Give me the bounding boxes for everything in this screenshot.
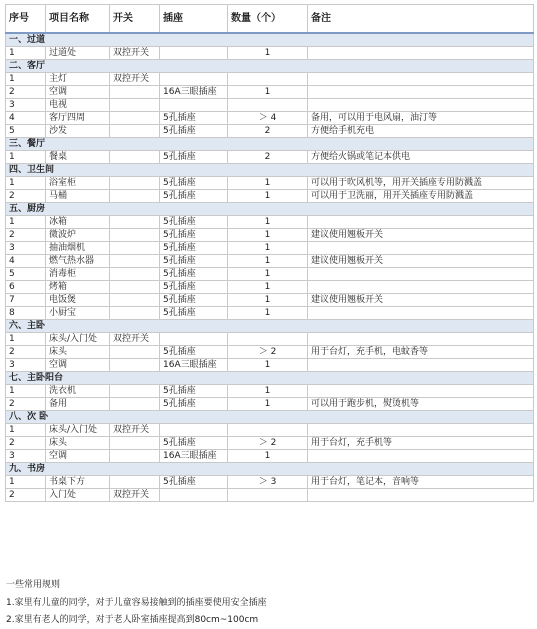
cell-remark bbox=[308, 307, 534, 320]
cell-switch bbox=[110, 307, 160, 320]
cell-remark bbox=[308, 99, 534, 112]
table-row bbox=[6, 177, 534, 190]
cell-switch bbox=[110, 385, 160, 398]
section-title: 六、主卧 bbox=[6, 320, 534, 333]
cell-quantity: 1 bbox=[228, 307, 308, 320]
cell-remark bbox=[308, 216, 534, 229]
table-row bbox=[6, 86, 534, 99]
cell-switch bbox=[110, 268, 160, 281]
cell-index: 4 bbox=[6, 112, 46, 125]
header-row bbox=[6, 5, 534, 34]
section-row bbox=[6, 203, 534, 216]
cell-index: 2 bbox=[6, 437, 46, 450]
cell-switch bbox=[110, 99, 160, 112]
cell-switch bbox=[110, 190, 160, 203]
table-row bbox=[6, 346, 534, 359]
cell-remark: 建议使用翘板开关 bbox=[308, 255, 534, 268]
cell-quantity: 1 bbox=[228, 398, 308, 411]
cell-item: 燃气热水器 bbox=[46, 255, 110, 268]
section-row bbox=[6, 164, 534, 177]
cell-remark bbox=[308, 47, 534, 60]
cell-item: 空调 bbox=[46, 359, 110, 372]
header-cell-remark: 备注 bbox=[308, 5, 534, 34]
cell-index: 6 bbox=[6, 281, 46, 294]
header-cell-socket: 插座 bbox=[160, 5, 228, 34]
section-row bbox=[6, 411, 534, 424]
cell-quantity: 1 bbox=[228, 86, 308, 99]
cell-item: 电视 bbox=[46, 99, 110, 112]
cell-quantity: 1 bbox=[228, 294, 308, 307]
section-title: 八、次 卧 bbox=[6, 411, 534, 424]
cell-index: 1 bbox=[6, 151, 46, 164]
table-row bbox=[6, 125, 534, 138]
cell-socket bbox=[160, 424, 228, 437]
cell-socket: 5孔插座 bbox=[160, 177, 228, 190]
section-title: 三、餐厅 bbox=[6, 138, 534, 151]
cell-item: 入门处 bbox=[46, 489, 110, 502]
cell-socket: 5孔插座 bbox=[160, 307, 228, 320]
cell-switch bbox=[110, 359, 160, 372]
table-row bbox=[6, 268, 534, 281]
cell-socket bbox=[160, 73, 228, 86]
cell-switch bbox=[110, 476, 160, 489]
cell-socket: 5孔插座 bbox=[160, 112, 228, 125]
section-row bbox=[6, 320, 534, 333]
cell-remark: 用于台灯，充手机，电蚊香等 bbox=[308, 346, 534, 359]
notes-line-2: 2.家里有老人的同学，对于老人卧室插座提高到80cm~100cm bbox=[6, 615, 259, 625]
cell-quantity: 1 bbox=[228, 190, 308, 203]
cell-switch: 双控开关 bbox=[110, 333, 160, 346]
cell-item: 空调 bbox=[46, 86, 110, 99]
cell-index: 4 bbox=[6, 255, 46, 268]
cell-index: 2 bbox=[6, 398, 46, 411]
cell-switch: 双控开关 bbox=[110, 489, 160, 502]
table-row bbox=[6, 385, 534, 398]
cell-item: 微波炉 bbox=[46, 229, 110, 242]
cell-socket: 5孔插座 bbox=[160, 242, 228, 255]
cell-remark bbox=[308, 424, 534, 437]
cell-switch bbox=[110, 437, 160, 450]
cell-index: 2 bbox=[6, 229, 46, 242]
cell-socket: 5孔插座 bbox=[160, 229, 228, 242]
section-row bbox=[6, 372, 534, 385]
cell-index: 3 bbox=[6, 450, 46, 463]
cell-item: 抽油烟机 bbox=[46, 242, 110, 255]
cell-quantity: 1 bbox=[228, 216, 308, 229]
cell-switch bbox=[110, 86, 160, 99]
table-row bbox=[6, 489, 534, 502]
section-row bbox=[6, 463, 534, 476]
header-cell-switch: 开关 bbox=[110, 5, 160, 34]
cell-switch bbox=[110, 255, 160, 268]
cell-socket: 5孔插座 bbox=[160, 216, 228, 229]
cell-quantity: 1 bbox=[228, 359, 308, 372]
cell-socket: 5孔插座 bbox=[160, 268, 228, 281]
cell-switch bbox=[110, 216, 160, 229]
cell-socket: 5孔插座 bbox=[160, 346, 228, 359]
cell-index: 1 bbox=[6, 333, 46, 346]
cell-item: 空调 bbox=[46, 450, 110, 463]
section-title: 七、主卧阳台 bbox=[6, 372, 534, 385]
cell-socket: 16A三眼插座 bbox=[160, 450, 228, 463]
cell-quantity bbox=[228, 333, 308, 346]
cell-socket: 5孔插座 bbox=[160, 294, 228, 307]
table-row bbox=[6, 216, 534, 229]
cell-remark bbox=[308, 242, 534, 255]
table-row bbox=[6, 190, 534, 203]
cell-item: 主灯 bbox=[46, 73, 110, 86]
cell-index: 1 bbox=[6, 177, 46, 190]
cell-socket: 5孔插座 bbox=[160, 255, 228, 268]
cell-switch bbox=[110, 281, 160, 294]
cell-socket: 5孔插座 bbox=[160, 281, 228, 294]
cell-socket: 5孔插座 bbox=[160, 385, 228, 398]
cell-remark bbox=[308, 450, 534, 463]
table-body bbox=[6, 5, 534, 502]
cell-socket: 5孔插座 bbox=[160, 190, 228, 203]
cell-switch bbox=[110, 398, 160, 411]
cell-quantity: 1 bbox=[228, 268, 308, 281]
cell-index: 1 bbox=[6, 476, 46, 489]
cell-remark: 方便给火锅或笔记本供电 bbox=[308, 151, 534, 164]
cell-item: 餐桌 bbox=[46, 151, 110, 164]
cell-index: 5 bbox=[6, 268, 46, 281]
cell-item: 小厨宝 bbox=[46, 307, 110, 320]
cell-item: 备用 bbox=[46, 398, 110, 411]
cell-remark: 用于台灯，笔记本，音响等 bbox=[308, 476, 534, 489]
header-cell-index: 序号 bbox=[6, 5, 46, 34]
table-row bbox=[6, 99, 534, 112]
cell-quantity bbox=[228, 424, 308, 437]
cell-index: 3 bbox=[6, 99, 46, 112]
cell-socket: 5孔插座 bbox=[160, 437, 228, 450]
table-row bbox=[6, 242, 534, 255]
cell-switch: 双控开关 bbox=[110, 47, 160, 60]
cell-remark: 方便给手机充电 bbox=[308, 125, 534, 138]
cell-quantity: 1 bbox=[228, 281, 308, 294]
cell-quantity: 1 bbox=[228, 385, 308, 398]
cell-switch: 双控开关 bbox=[110, 424, 160, 437]
cell-remark bbox=[308, 268, 534, 281]
cell-socket: 16A三眼插座 bbox=[160, 359, 228, 372]
cell-index: 3 bbox=[6, 242, 46, 255]
cell-socket: 5孔插座 bbox=[160, 398, 228, 411]
section-title: 五、厨房 bbox=[6, 203, 534, 216]
cell-socket bbox=[160, 489, 228, 502]
cell-switch: 双控开关 bbox=[110, 73, 160, 86]
cell-remark bbox=[308, 385, 534, 398]
cell-item: 客厅四周 bbox=[46, 112, 110, 125]
section-title: 二、客厅 bbox=[6, 60, 534, 73]
cell-switch bbox=[110, 177, 160, 190]
cell-item: 床头/入门处 bbox=[46, 424, 110, 437]
cell-remark bbox=[308, 73, 534, 86]
table-row bbox=[6, 112, 534, 125]
section-row bbox=[6, 138, 534, 151]
cell-socket bbox=[160, 47, 228, 60]
cell-quantity: 1 bbox=[228, 450, 308, 463]
cell-index: 1 bbox=[6, 47, 46, 60]
cell-remark bbox=[308, 281, 534, 294]
table-row bbox=[6, 437, 534, 450]
cell-socket: 5孔插座 bbox=[160, 125, 228, 138]
cell-index: 1 bbox=[6, 73, 46, 86]
notes-title: 一些常用规则 bbox=[6, 580, 61, 590]
cell-item: 浴室柜 bbox=[46, 177, 110, 190]
cell-remark: 可以用于吹风机等，用开关插座专用防溅盖 bbox=[308, 177, 534, 190]
cell-switch bbox=[110, 450, 160, 463]
cell-index: 2 bbox=[6, 346, 46, 359]
table-row bbox=[6, 151, 534, 164]
cell-switch bbox=[110, 294, 160, 307]
cell-switch bbox=[110, 229, 160, 242]
cell-index: 1 bbox=[6, 424, 46, 437]
cell-quantity: 1 bbox=[228, 47, 308, 60]
cell-switch bbox=[110, 242, 160, 255]
cell-item: 电饭煲 bbox=[46, 294, 110, 307]
cell-remark bbox=[308, 333, 534, 346]
section-row bbox=[6, 33, 534, 47]
cell-remark: 可以用于跑步机，熨烫机等 bbox=[308, 398, 534, 411]
header-cell-quantity: 数量（个） bbox=[228, 5, 308, 34]
cell-quantity: 1 bbox=[228, 177, 308, 190]
table-row bbox=[6, 73, 534, 86]
cell-index: 1 bbox=[6, 216, 46, 229]
cell-quantity: ＞ 2 bbox=[228, 346, 308, 359]
cell-item: 书桌下方 bbox=[46, 476, 110, 489]
cell-remark: 备用，可以用于电风扇，油汀等 bbox=[308, 112, 534, 125]
cell-socket: 16A三眼插座 bbox=[160, 86, 228, 99]
cell-item: 床头 bbox=[46, 437, 110, 450]
cell-switch bbox=[110, 112, 160, 125]
notes-line-1: 1.家里有儿童的同学，对于儿童容易接触到的插座要使用安全插座 bbox=[6, 598, 267, 608]
cell-index: 5 bbox=[6, 125, 46, 138]
cell-remark: 可以用于卫洗丽，用开关插座专用防溅盖 bbox=[308, 190, 534, 203]
cell-item: 马桶 bbox=[46, 190, 110, 203]
cell-remark: 建议使用翘板开关 bbox=[308, 294, 534, 307]
section-title: 四、卫生间 bbox=[6, 164, 534, 177]
cell-index: 7 bbox=[6, 294, 46, 307]
cell-index: 3 bbox=[6, 359, 46, 372]
table-row bbox=[6, 476, 534, 489]
section-title: 一、过道 bbox=[6, 33, 534, 47]
cell-remark bbox=[308, 86, 534, 99]
cell-index: 8 bbox=[6, 307, 46, 320]
wiring-table bbox=[5, 4, 534, 502]
table-row bbox=[6, 307, 534, 320]
cell-index: 1 bbox=[6, 385, 46, 398]
table-row bbox=[6, 450, 534, 463]
cell-quantity bbox=[228, 73, 308, 86]
cell-item: 冰箱 bbox=[46, 216, 110, 229]
cell-quantity: 1 bbox=[228, 255, 308, 268]
table-row bbox=[6, 398, 534, 411]
cell-item: 过道处 bbox=[46, 47, 110, 60]
cell-socket bbox=[160, 99, 228, 112]
table-row bbox=[6, 255, 534, 268]
cell-socket: 5孔插座 bbox=[160, 151, 228, 164]
cell-quantity: 2 bbox=[228, 125, 308, 138]
cell-remark: 建议使用翘板开关 bbox=[308, 229, 534, 242]
table-row bbox=[6, 281, 534, 294]
cell-switch bbox=[110, 125, 160, 138]
cell-quantity bbox=[228, 489, 308, 502]
cell-item: 消毒柜 bbox=[46, 268, 110, 281]
cell-item: 洗衣机 bbox=[46, 385, 110, 398]
cell-quantity: 1 bbox=[228, 229, 308, 242]
section-title: 九、书房 bbox=[6, 463, 534, 476]
cell-remark bbox=[308, 359, 534, 372]
cell-quantity: 1 bbox=[228, 242, 308, 255]
header-cell-item: 项目名称 bbox=[46, 5, 110, 34]
section-row bbox=[6, 60, 534, 73]
cell-index: 2 bbox=[6, 86, 46, 99]
cell-quantity: ＞ 4 bbox=[228, 112, 308, 125]
table-row bbox=[6, 333, 534, 346]
cell-index: 2 bbox=[6, 190, 46, 203]
table-row bbox=[6, 229, 534, 242]
cell-item: 沙发 bbox=[46, 125, 110, 138]
cell-socket: 5孔插座 bbox=[160, 476, 228, 489]
table-row bbox=[6, 424, 534, 437]
cell-remark: 用于台灯，充手机等 bbox=[308, 437, 534, 450]
cell-switch bbox=[110, 346, 160, 359]
cell-quantity: 2 bbox=[228, 151, 308, 164]
cell-switch bbox=[110, 151, 160, 164]
cell-index: 2 bbox=[6, 489, 46, 502]
table-row bbox=[6, 47, 534, 60]
table-row bbox=[6, 294, 534, 307]
cell-item: 床头/入门处 bbox=[46, 333, 110, 346]
cell-socket bbox=[160, 333, 228, 346]
cell-item: 床头 bbox=[46, 346, 110, 359]
cell-remark bbox=[308, 489, 534, 502]
cell-quantity: ＞ 2 bbox=[228, 437, 308, 450]
table-row bbox=[6, 359, 534, 372]
cell-quantity bbox=[228, 99, 308, 112]
cell-quantity: ＞ 3 bbox=[228, 476, 308, 489]
cell-item: 烤箱 bbox=[46, 281, 110, 294]
